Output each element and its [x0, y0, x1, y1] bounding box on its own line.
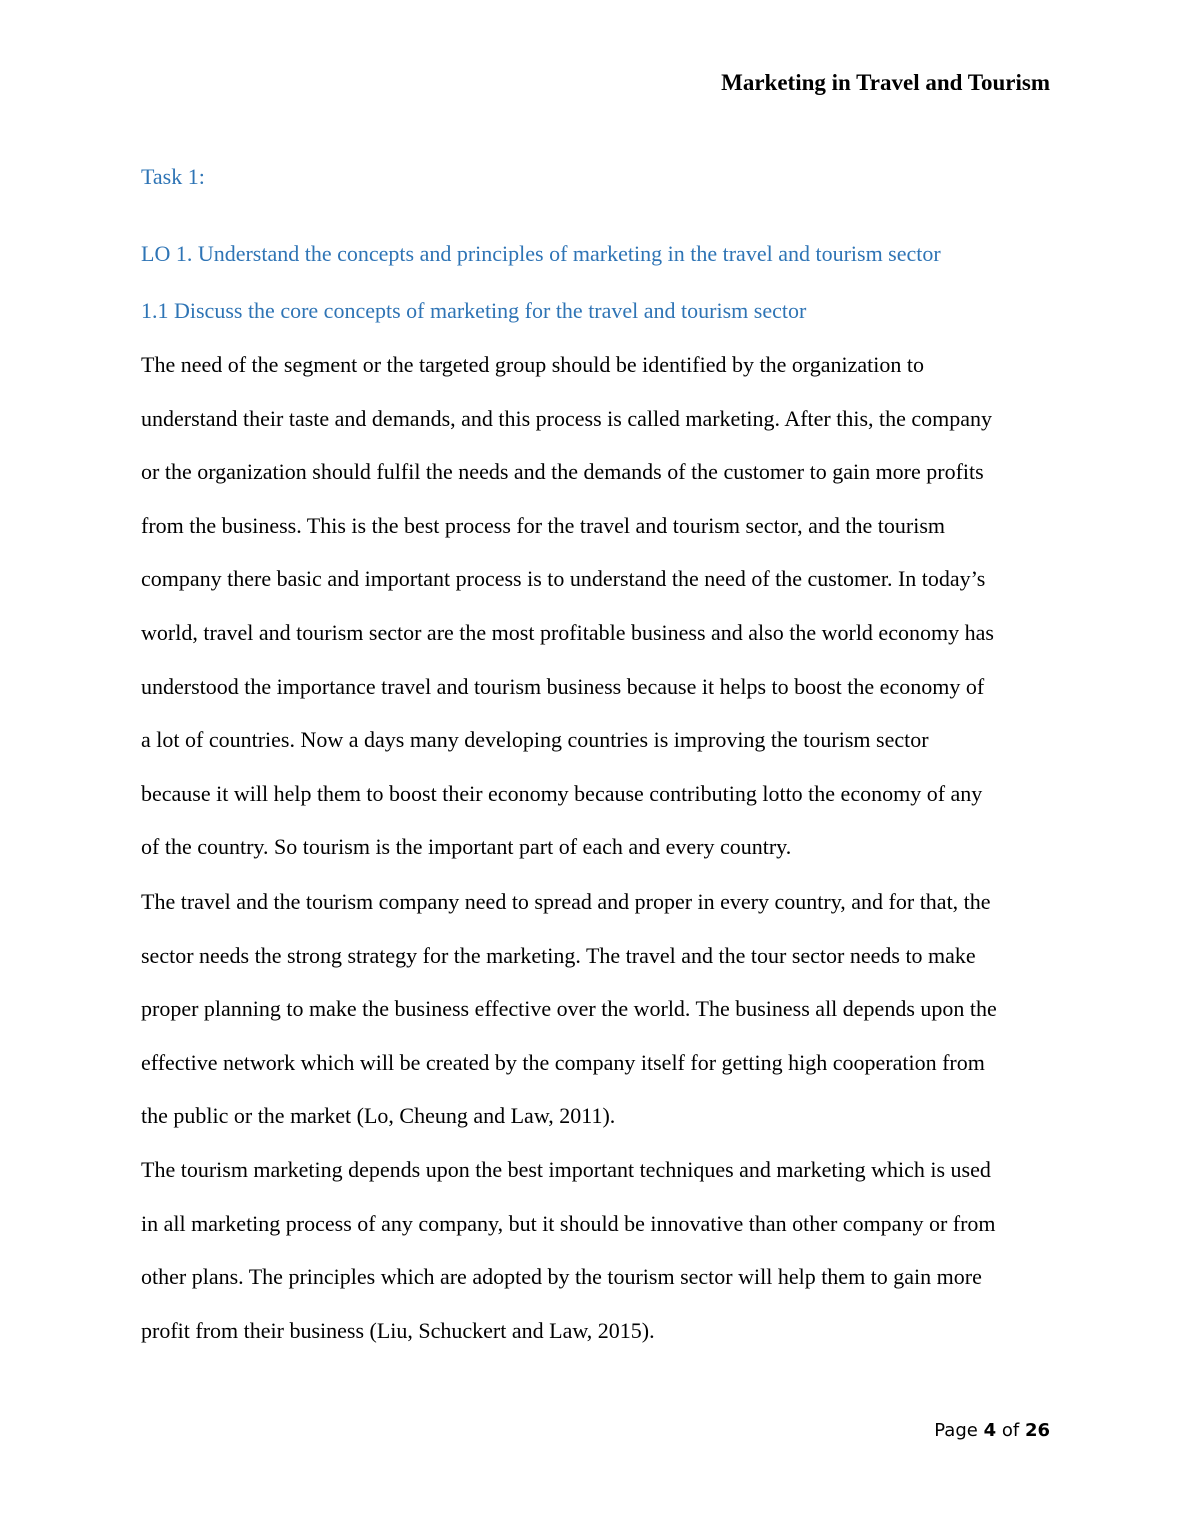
subsection-heading: 1.1 Discuss the core concepts of marketing for the travel and tourism sector — [141, 298, 807, 323]
text-line: effective network which will be created by the company itself for getting high cooperation from — [141, 1049, 985, 1075]
text-line: The travel and the tourism company need to spread and proper in every country, and for that, the — [141, 889, 991, 914]
current-page-number: 4 — [983, 1420, 997, 1441]
text-line: or the organization should fulfil the needs and the demands of the customer to gain more profits — [141, 459, 984, 485]
text-line: other plans. The principles which are adopted by the tourism sector will help them to gain more — [141, 1264, 982, 1290]
text-line: in all marketing process of any company, but it should be innovative than other company or from — [141, 1210, 996, 1236]
body-paragraph-3 — [141, 1143, 1053, 1357]
text-line: from the business. This is the best process for the travel and tourism sector, and the tourism — [141, 512, 945, 538]
page-label: Page — [934, 1420, 978, 1441]
learning-outcome-heading: LO 1. Understand the concepts and principles of marketing in the travel and tourism sector — [141, 241, 941, 266]
text-line: The tourism marketing depends upon the best important techniques and marketing which is used — [141, 1157, 991, 1182]
running-header-title: Marketing in Travel and Tourism — [721, 70, 1050, 95]
of-label: of — [1001, 1420, 1020, 1441]
page-number-footer — [934, 1418, 1050, 1444]
body-paragraph-2 — [141, 875, 1053, 1143]
text-line: understand their taste and demands, and this process is called marketing. After this, the company — [141, 405, 993, 431]
text-line: profit from their business (Liu, Schuckert and Law, 2015). — [141, 1317, 655, 1343]
body-paragraph-1 — [141, 338, 1053, 874]
text-line: of the country. So tourism is the important part of each and every country. — [141, 834, 792, 860]
text-line: company there basic and important process is to understand the need of the customer. In today’s — [141, 566, 986, 592]
text-line: world, travel and tourism sector are the most profitable business and also the world economy has — [141, 619, 994, 645]
text-line: proper planning to make the business effective over the world. The business all depends upon the — [141, 996, 997, 1022]
total-pages-number: 26 — [1024, 1420, 1050, 1441]
task-heading: Task 1: — [141, 164, 205, 189]
text-line: understood the importance travel and tourism business because it helps to boost the economy of — [141, 673, 985, 699]
text-line: because it will help them to boost their economy because contributing lotto the economy of any — [141, 780, 983, 806]
text-line: sector needs the strong strategy for the marketing. The travel and the tour sector needs to make — [141, 942, 976, 968]
text-line: a lot of countries. Now a days many developing countries is improving the tourism sector — [141, 727, 929, 753]
text-line: The need of the segment or the targeted group should be identified by the organization to — [141, 352, 925, 377]
text-line: the public or the market (Lo, Cheung and Law, 2011). — [141, 1103, 616, 1129]
